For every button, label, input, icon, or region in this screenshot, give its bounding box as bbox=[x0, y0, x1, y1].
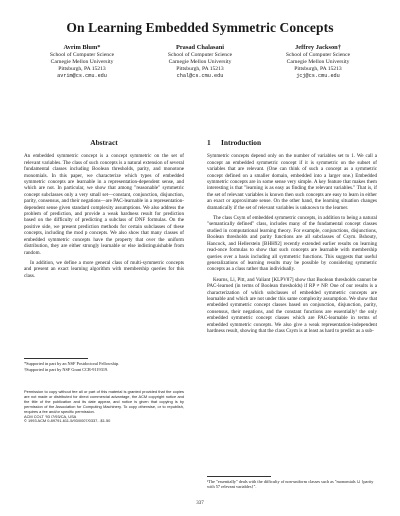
author-city: Pittsburgh, PA 15213 bbox=[294, 66, 342, 72]
author-3 bbox=[258, 44, 378, 80]
footnote: †Supported in part by NSF Grant CCR-9119319. bbox=[24, 367, 109, 373]
introduction-footnote: ¹The "essentially" deals with the difficulty of non-uniform classes such as "monomials ∪ {parity with 57 relevant variables}". bbox=[207, 479, 374, 490]
abstract-heading: Abstract bbox=[90, 138, 118, 147]
author-name: Jeffrey Jackson† bbox=[295, 44, 341, 51]
author-email: chal@cs.cmu.edu bbox=[176, 73, 224, 79]
copyright-line: © 1993 ACM 0-89791-611-5/93/0007/0337...$1.50 bbox=[24, 418, 111, 424]
author-footnotes bbox=[24, 361, 184, 373]
permission-text: Permission to copy without fee all or part of this material is granted provided that the copies are not made or distributed for direct commercial advantage, the ACM copyright notice and the title of the publication and its date appear, and notice is given that copying is by permission of the Association for Computing Machinery. To copy otherwise, or to republish, requires a fee and/or specific permission. bbox=[24, 389, 184, 414]
section-title: Introduction bbox=[221, 138, 262, 147]
author-univ: Carnegie Mellon University bbox=[50, 59, 114, 65]
author-2 bbox=[140, 44, 260, 80]
author-dept: School of Computer Science bbox=[167, 52, 233, 58]
introduction-paragraph: The class Csym of embedded symmetric concepts, in addition to being a natural "semantically defined" class, includes many of the fundamental concept classes studied in computational learning theory. For example, conjunctions, disjunctions, Boolean thresholds and parity functions are all subclasses of Csym. Bshouty, Hancock, and Hellerstein [BHH92] recently extended earlier results on learning read-once formulas to show that such concepts are learnable with membership queries over a basis including all symmetric functions. This suggests that useful generalizations of learning results may be possible by considering symmetric concepts as a class rather than individually. bbox=[207, 215, 377, 273]
footnote-divider bbox=[24, 358, 88, 359]
author-dept: School of Computer Science bbox=[49, 52, 115, 58]
footnote-divider bbox=[207, 476, 271, 477]
abstract-column bbox=[24, 140, 184, 283]
acm-conference-line: ACM COLT '93 /7/93/CA, USA bbox=[24, 413, 77, 419]
introduction-paragraph: Symmetric concepts depend only on the number of variables set to 1. We call a concept an embedded symmetric concept if it is symmetric on the subset of variables that are relevant. (One can think of such a concept as a symmetric concept defined on a smaller domain, embedded into a larger one.) Embedded symmetric concepts are in some sense very simple. A key feature that makes them interesting is that "learning is as easy as finding the relevant variables." That is, if the set of relevant variables is known then such concepts are easy to learn in either an exact or approximate sense. On the other hand, the learning situation changes dramatically if the set of relevant variables is unknown to the learner. bbox=[207, 153, 377, 211]
introduction-heading bbox=[207, 140, 377, 146]
abstract-paragraph: An embedded symmetric concept is a concept symmetric on the set of relevant variables. The class of such concepts is a natural extension of several fundamental classes including Boolean thresholds, parity, and monotone monomials. In this paper, we characterize which types of embedded symmetric concepts are learnable in a representation-dependent sense, and which are not. In particular, we show that among "reasonable" symmetric concept subclasses only a very small set—constant, conjunction, disjunction, parity, consensus, and their negations—are PAC-learnable in a representation-dependent sense given standard complexity assumptions. We also address the problem of prediction, and provide a weak hardness result for prediction based on the difficulty of predicting a subclass of DNF formulas. On the positive side, we present prediction methods for certain subclasses of these concepts, including the mod p concepts. We also show that many classes of embedded symmetric concepts have the property that over the uniform distribution, they are either strongly learnable or else indistinguishable from random. bbox=[24, 153, 184, 256]
author-1 bbox=[22, 44, 142, 80]
author-block bbox=[22, 44, 382, 106]
author-city: Pittsburgh, PA 15213 bbox=[176, 66, 224, 72]
author-email: jcj@cs.cmu.edu bbox=[296, 73, 340, 79]
author-name: Prasad Chalasani bbox=[175, 44, 225, 51]
author-univ: Carnegie Mellon University bbox=[286, 59, 350, 65]
paper-title: On Learning Embedded Symmetric Concepts bbox=[66, 20, 334, 35]
author-univ: Carnegie Mellon University bbox=[168, 59, 232, 65]
introduction-paragraph: Kearns, Li, Pitt, and Valiant [KLPV87] show that Boolean thresholds cannot be PAC-learned (in terms of Boolean thresholds) if RP ≠ NP. One of our results is a characterization of which subclasses of embedded symmetric concepts are learnable and which are not under this same complexity assumption. We show that embedded symmetric concept classes based on conjunction, disjunction, parity, consensus, their negations, and the constant functions are essentially¹ the only embedded symmetric concept classes which are PAC-learnable in terms of embedded symmetric concepts. We also give a weak representation-independent hardness result, showing that the class Csym is at least as hard to predict as a sub- bbox=[207, 276, 377, 334]
author-name: Avrim Blum* bbox=[63, 44, 101, 51]
permission-notice bbox=[24, 390, 184, 424]
author-dept: School of Computer Science bbox=[285, 52, 351, 58]
abstract-paragraph: In addition, we define a more general class of multi-symmetric concepts and present an exact learning algorithm with membership queries for this class. bbox=[24, 259, 184, 279]
author-city: Pittsburgh, PA 15213 bbox=[58, 66, 106, 72]
page-number: 337 bbox=[196, 501, 204, 506]
introduction-column bbox=[207, 140, 377, 338]
section-number: 1 bbox=[207, 138, 211, 147]
author-email: avrim@cs.cmu.edu bbox=[57, 73, 107, 79]
footnote: *Supported in part by an NSF Postdoctoral Fellowship. bbox=[24, 361, 120, 366]
